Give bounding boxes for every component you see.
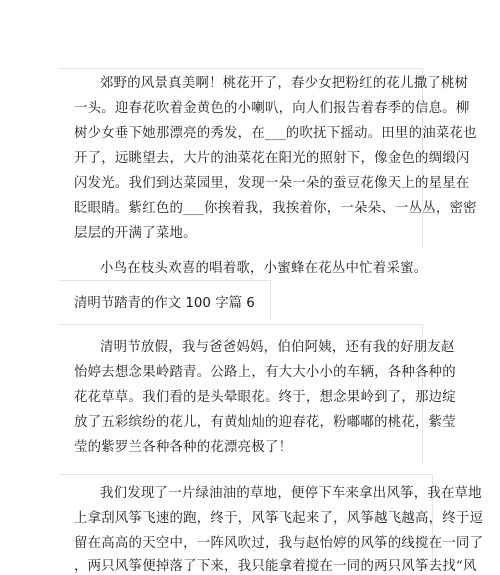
paragraph-line: 闪发光。我们到达菜园里，发现一朵一朵的蚕豆花像天上的星星在 — [74, 176, 470, 191]
paragraph-line: 莹的紫罗兰各种各种的花漂亮极了！ — [74, 440, 293, 455]
paragraph-line: 花花草草。我们看的是头晕眼花。终于，想念果岭到了，那边绽 — [74, 390, 456, 405]
paragraph-line: 小鸟在枝头欢喜的唱着歌，小蜜蜂在花丛中忙着采蜜。 — [100, 261, 428, 276]
guide-line — [60, 68, 422, 69]
paragraph-line: 怡婷去想念果岭踏青。公路上，有大大小小的车辆，各种各种的 — [74, 365, 456, 380]
guide-line — [270, 280, 271, 320]
guide-line — [60, 474, 432, 475]
paragraph-line: 树少女垂下她那漂亮的秀发，在___的吹抚下摇动。田里的油菜花也 — [74, 126, 477, 141]
guide-line — [60, 324, 422, 325]
paragraph-line: 我们发现了一片绿油油的草地，便停下车来拿出风筝，我在草地 — [100, 486, 482, 501]
paragraph-line: 清明节放假，我与爸爸妈妈，伯伯阿姨，还有我的好朋友赵 — [100, 340, 455, 355]
guide-line — [60, 280, 270, 281]
paragraph-line: 上拿刮风筝飞速的跑，终于，风筝飞起来了，风筝越飞越高，终于逗 — [74, 511, 484, 526]
paragraph-line: 层层的开满了菜地。 — [74, 226, 197, 241]
paragraph-line: 眨眼睛。紫红色的___你挨着我，我挨着你，一朵朵、一丛丛，密密 — [74, 201, 477, 216]
paragraph-line: 放了五彩缤纷的花儿，有黄灿灿的迎春花，粉嘟嘟的桃花，紫莹 — [74, 415, 456, 430]
paragraph-line: 开了，远眺望去，大片的油菜花在阳光的照射下，像金色的绸缎闪 — [74, 151, 470, 166]
paragraph-line: 一头。迎春花吹着金黄色的小喇叭，向人们报告着春季的信息。柳 — [74, 101, 470, 116]
section-heading: 清明节踏青的作文 100 字篇 6 — [74, 296, 255, 311]
paragraph-line: ，两只风筝便掉落了下来，我只能拿着搅在一同的两只风筝去找“风 — [74, 559, 477, 574]
paragraph-line: 留在高高的天空中，一阵风吹过，我与赵怡婷的风筝的线搅在一同了 — [74, 536, 484, 551]
paragraph-line: 郊野的风景真美啊！桃花开了，春少女把粉红的花儿撒了桃树 — [100, 76, 469, 91]
